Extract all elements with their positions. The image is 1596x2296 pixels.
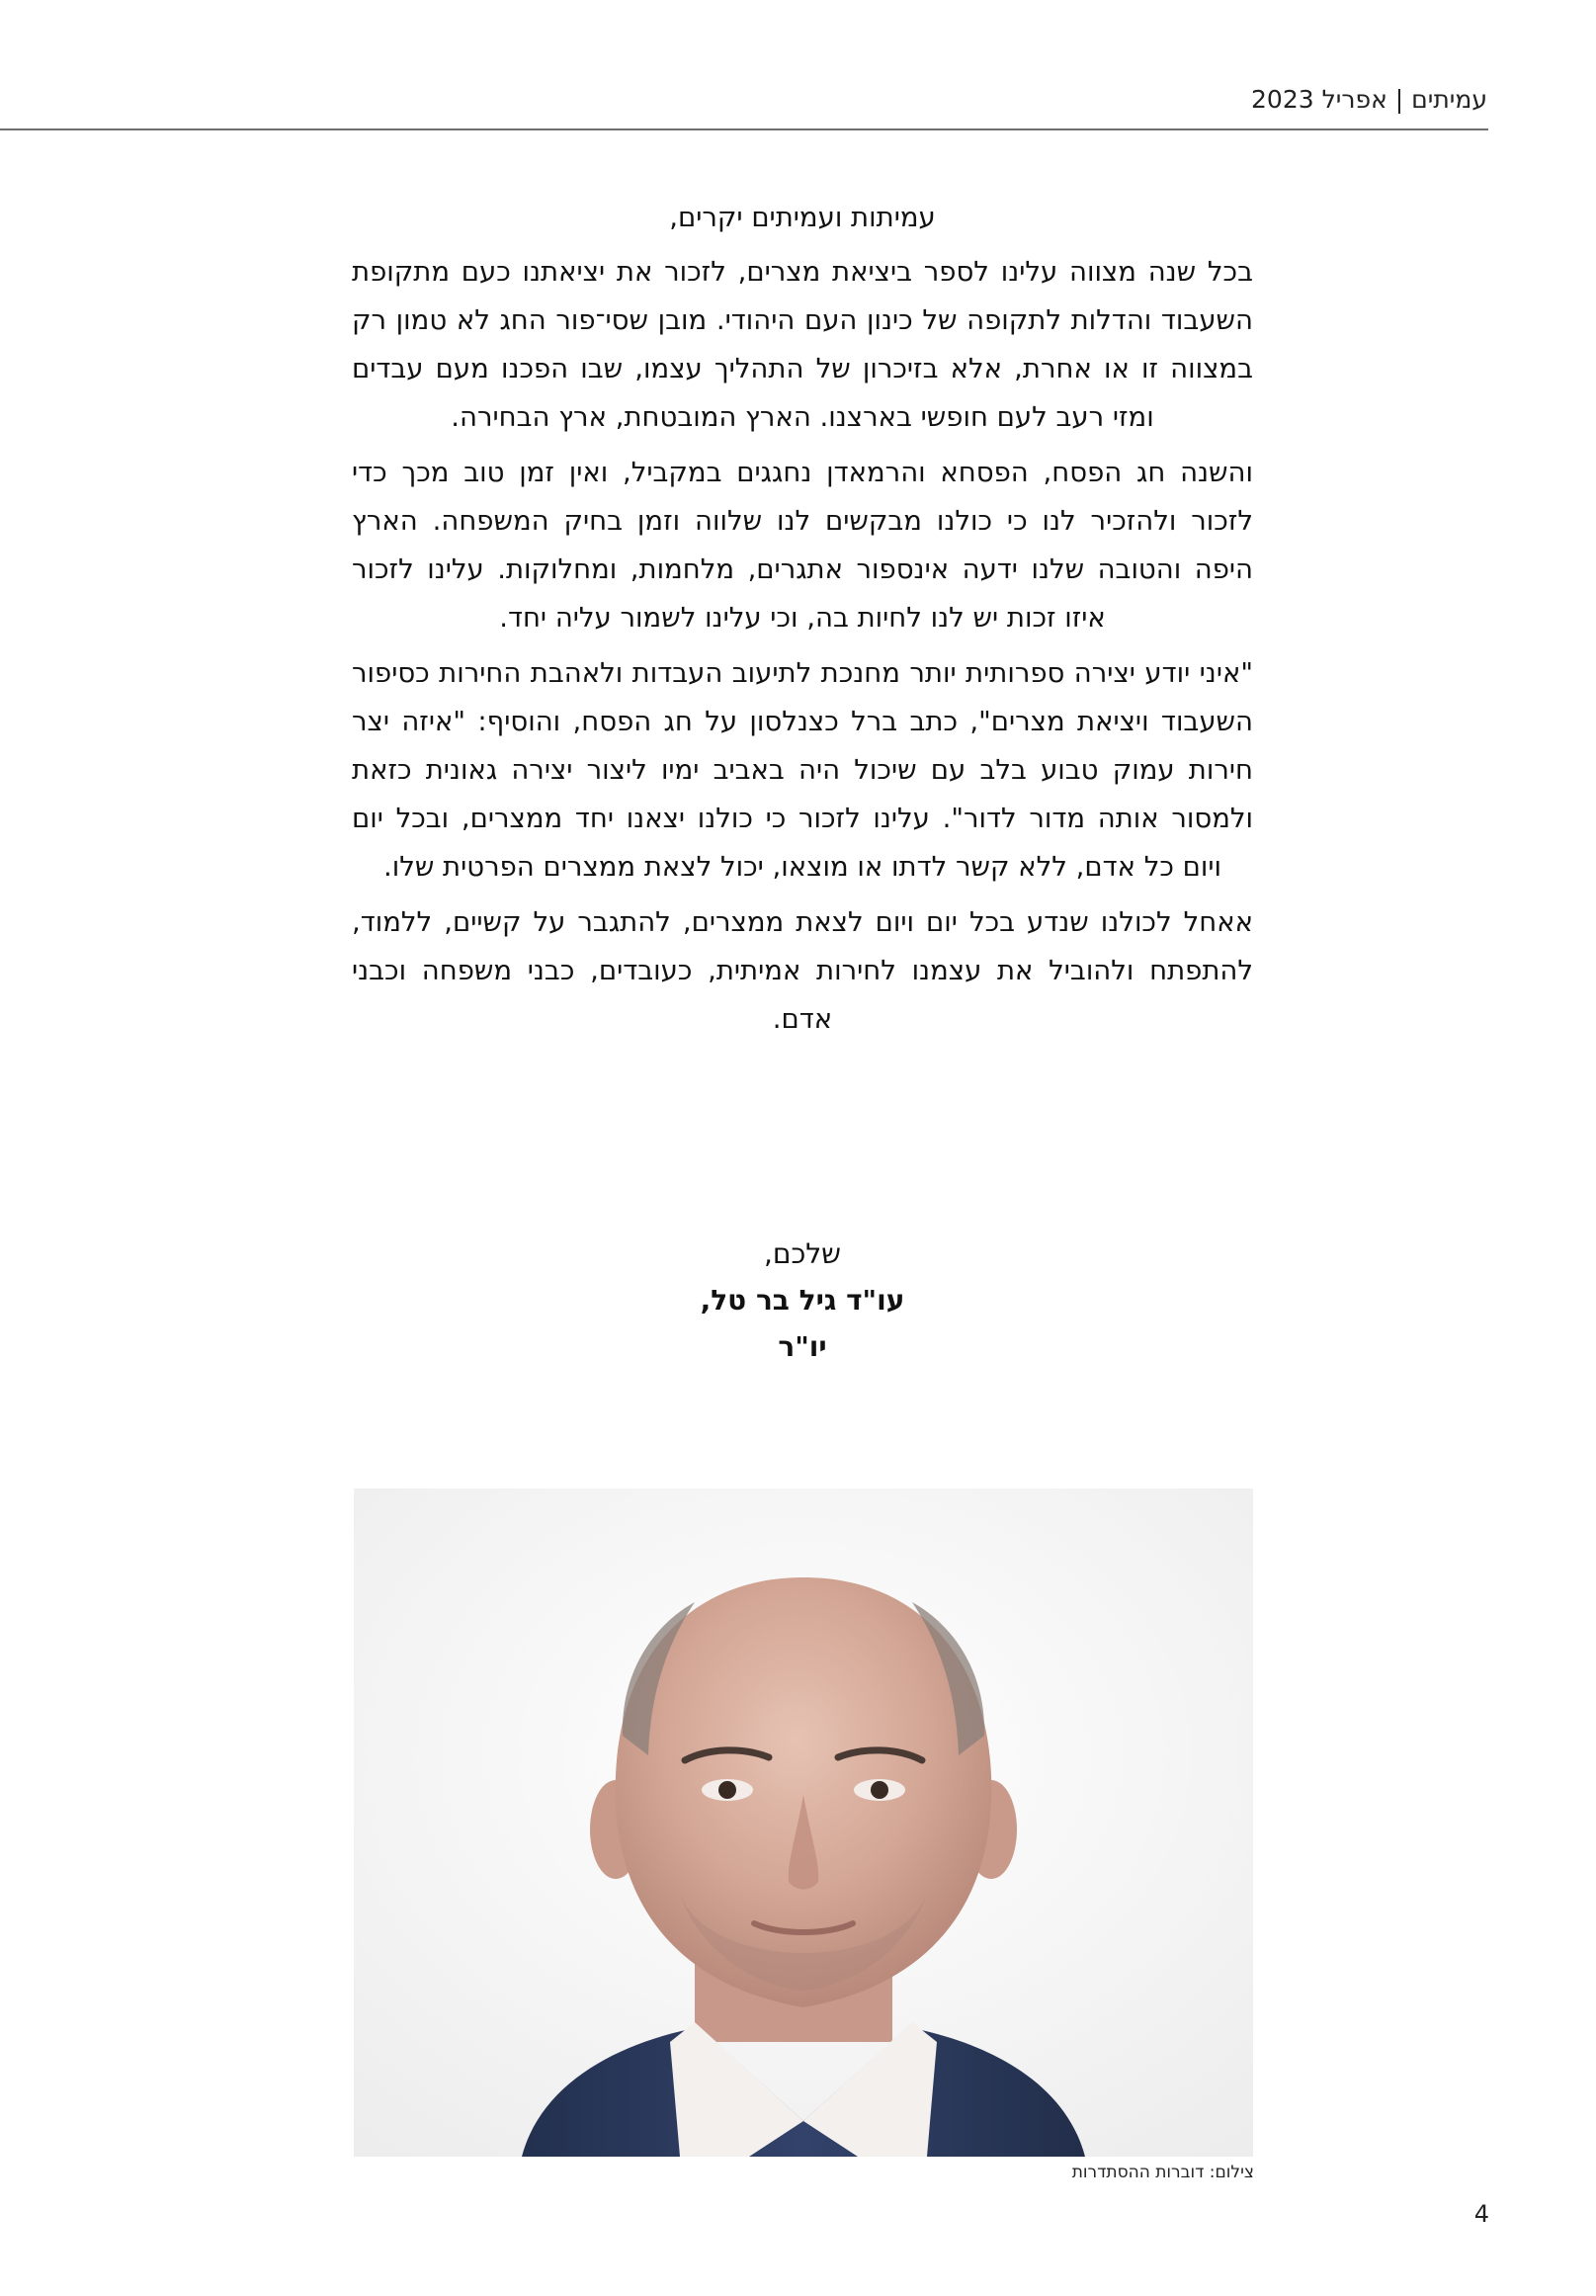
letter-body <box>352 194 1253 1051</box>
signature-name: עו"ד גיל בר טל, <box>700 1284 905 1317</box>
signature-block <box>352 1231 1253 1370</box>
letter-paragraph-2: והשנה חג הפסח, הפסחא והרמאדן נחגגים במקביל, ואין זמן טוב מכך כדי לזכור ולהזכיר לנו כי כולנו מבקשים לנו שלווה וזמן בחיק המשפחה. הארץ היפה והטובה שלנו ידעה אינספור אתגרים, מלחמות, ומחלוקות. עלינו לזכור איזו זכות יש לנו לחיות בה, וכי עלינו לשמור עליה יחד. <box>352 457 1253 634</box>
signature-closing: שלכם, <box>763 1237 842 1270</box>
portrait-photo <box>354 1488 1253 2157</box>
page-number: 4 <box>1473 2200 1489 2228</box>
letter-greeting: עמיתות ועמיתים יקרים, <box>669 202 936 233</box>
signature-role: יו"ר <box>778 1330 827 1363</box>
portrait-photo-icon <box>354 1488 1253 2157</box>
running-header: עמיתים | אפריל 2023 <box>1251 85 1487 114</box>
letter-paragraph-4: אאחל לכולנו שנדע בכל יום ויום לצאת ממצרים, להתגבר על קשיים, ללמוד, להתפתח ולהוביל את עצמנו לחירות אמיתית, כעובדים, כבני משפחה וכבני אדם. <box>352 906 1253 1035</box>
letter-paragraph-1: בכל שנה מצווה עלינו לספר ביציאת מצרים, לזכור את יציאתנו כעם מתקופת השעבוד והדלות לתקופה של כינון העם היהודי. מובן שסי־פור החג לא טמון רק במצווה זו או אחרת, אלא בזיכרון של התהליך עצמו, שבו הפכנו מעם עבדים ומזי רעב לעם חופשי בארצנו. הארץ המובטחת, ארץ הבחירה. <box>352 256 1253 433</box>
photo-caption: צילום: דוברות ההסתדרות <box>1071 2163 1254 2182</box>
letter-paragraph-3: "איני יודע יצירה ספרותית יותר מחנכת לתיעוב העבדות ולאהבת החירות כסיפור השעבוד ויציאת מצרים", כתב ברל כצנלסון על חג הפסח, והוסיף: "איזה יצר חירות עמוק טבוע בלב עם שיכול היה באביב ימיו ליצור יצירה גאונית כזאת ולמסור אותה מדור לדור". עלינו לזכור כי כולנו יצאנו יחד ממצרים, ובכל יום ויום כל אדם, ללא קשר לדתו או מוצאו, יכול לצאת ממצרים הפרטית שלו. <box>352 657 1253 883</box>
header-divider <box>0 128 1488 130</box>
